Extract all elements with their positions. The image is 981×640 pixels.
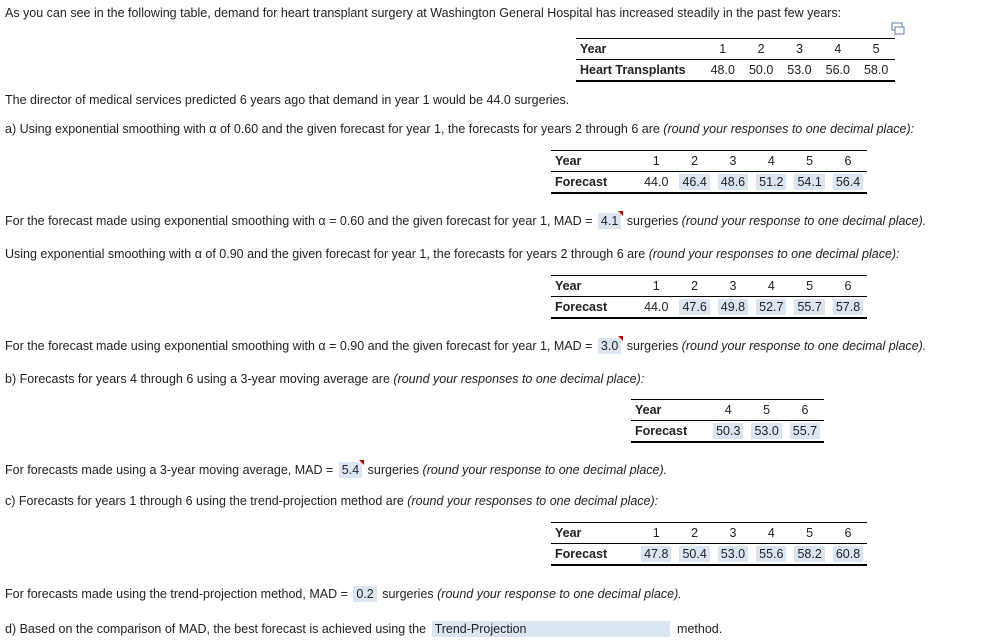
- part-a-question: [5, 122, 914, 136]
- mad-answer-input[interactable]: 5.4: [339, 462, 362, 478]
- table-header-year: Year: [551, 276, 637, 297]
- answer-input[interactable]: 52.7: [756, 299, 786, 315]
- answer-input[interactable]: 58.2: [794, 546, 824, 562]
- mad-answer-input[interactable]: 3.0: [598, 338, 621, 354]
- year-cell: 5: [872, 42, 880, 56]
- forecast-table-a090: [551, 275, 867, 319]
- forecast-cell: 44.0: [644, 175, 669, 189]
- table-header-forecast: Forecast: [551, 172, 637, 194]
- part-a2-hint: (round your responses to one decimal place):: [648, 247, 900, 261]
- year-cell: 6: [844, 279, 852, 293]
- year-cell: 2: [691, 154, 699, 168]
- mad-hint: (round your response to one decimal place).: [437, 587, 682, 601]
- answer-input[interactable]: 56.4: [833, 174, 863, 190]
- part-d-suffix: method.: [677, 622, 723, 636]
- year-cell: 3: [729, 279, 737, 293]
- copy-table-icon[interactable]: [891, 22, 905, 35]
- year-cell: 1: [652, 526, 660, 540]
- year-cell: 4: [767, 279, 775, 293]
- year-cell: 4: [767, 154, 775, 168]
- answer-input[interactable]: 47.6: [679, 299, 709, 315]
- year-cell: 4: [767, 526, 775, 540]
- table-header-forecast: Forecast: [631, 421, 709, 443]
- table-header-year: Year: [551, 151, 637, 172]
- part-a2-question: [5, 247, 900, 261]
- mad-a090-line: [5, 338, 926, 354]
- answer-input[interactable]: 55.7: [790, 423, 820, 439]
- part-d-line: [5, 621, 722, 637]
- mad-unit: surgeries: [367, 463, 423, 477]
- year-cell: 6: [844, 526, 852, 540]
- mad-label: For the forecast made using exponential smoothing with α = 0.90 and the given forecast for year 1, MAD =: [5, 339, 593, 353]
- answer-input[interactable]: 47.8: [641, 546, 671, 562]
- answer-input[interactable]: 50.4: [679, 546, 709, 562]
- answer-input[interactable]: 55.7: [794, 299, 824, 315]
- year-cell: 2: [757, 42, 765, 56]
- mad-unit: surgeries: [626, 214, 682, 228]
- year-cell: 4: [834, 42, 842, 56]
- year-cell: 5: [763, 403, 771, 417]
- part-c-question-text: c) Forecasts for years 1 through 6 using the trend-projection method are: [5, 494, 408, 508]
- mad-trend-line: [5, 586, 682, 602]
- answer-input[interactable]: 51.2: [756, 174, 786, 190]
- table-header-year: Year: [576, 39, 704, 60]
- part-a-hint: (round your responses to one decimal place):: [663, 122, 915, 136]
- answer-input[interactable]: 53.0: [718, 546, 748, 562]
- answer-input[interactable]: 57.8: [833, 299, 863, 315]
- mad-label: For forecasts made using a 3-year moving average, MAD =: [5, 463, 334, 477]
- year-cell: 6: [844, 154, 852, 168]
- year-cell: 2: [691, 279, 699, 293]
- value-cell: 48.0: [710, 63, 735, 77]
- part-c-hint: (round your responses to one decimal place):: [407, 494, 659, 508]
- answer-input[interactable]: 48.6: [718, 174, 748, 190]
- table-header-forecast: Forecast: [551, 544, 637, 566]
- year-cell: 2: [691, 526, 699, 540]
- answer-input[interactable]: 53.0: [751, 423, 781, 439]
- mad-unit: surgeries: [382, 587, 438, 601]
- value-cell: 53.0: [787, 63, 812, 77]
- mad-unit: surgeries: [626, 339, 682, 353]
- method-select[interactable]: Trend-Projection: [432, 621, 670, 637]
- intro-text: As you can see in the following table, demand for heart transplant surgery at Washington General Hospital has increased steadily in the past few years:: [5, 6, 842, 20]
- mad-hint: (round your response to one decimal place).: [681, 339, 927, 353]
- answer-input[interactable]: 55.6: [756, 546, 786, 562]
- part-b-hint: (round your responses to one decimal place):: [393, 372, 645, 386]
- mad-a060-line: [5, 213, 926, 229]
- answer-input[interactable]: 54.1: [794, 174, 824, 190]
- year-cell: 3: [795, 42, 803, 56]
- year-cell: 5: [806, 279, 814, 293]
- answer-input[interactable]: 50.3: [713, 423, 743, 439]
- mad-hint: (round your response to one decimal place).: [681, 214, 927, 228]
- year-cell: 1: [652, 154, 660, 168]
- year-cell: 1: [719, 42, 727, 56]
- mad-label: For forecasts made using the trend-projection method, MAD =: [5, 587, 348, 601]
- demand-table: [576, 38, 895, 82]
- director-text: The director of medical services predicted 6 years ago that demand in year 1 would be 44.0 surgeries.: [5, 93, 570, 107]
- table-header-forecast: Forecast: [551, 297, 637, 319]
- forecast-table-a060: [551, 150, 867, 194]
- year-cell: 5: [806, 526, 814, 540]
- value-cell: 50.0: [748, 63, 774, 77]
- year-cell: 3: [729, 154, 737, 168]
- mad-answer-input[interactable]: 0.2: [353, 586, 376, 602]
- year-cell: 1: [652, 279, 660, 293]
- year-cell: 3: [729, 526, 737, 540]
- part-c-question: [5, 494, 658, 508]
- table-header-year: Year: [631, 400, 709, 421]
- value-cell: 58.0: [863, 63, 889, 77]
- year-cell: 6: [801, 403, 809, 417]
- part-b-question: [5, 372, 644, 386]
- moving-average-table: [631, 399, 824, 443]
- answer-input[interactable]: 49.8: [718, 299, 748, 315]
- forecast-cell: 44.0: [644, 300, 669, 314]
- value-cell: 56.0: [825, 63, 850, 77]
- part-b-question-text: b) Forecasts for years 4 through 6 using a 3-year moving average are: [5, 372, 394, 386]
- mad-answer-input[interactable]: 4.1: [598, 213, 621, 229]
- year-cell: 5: [806, 154, 814, 168]
- mad-label: For the forecast made using exponential smoothing with α = 0.60 and the given forecast for year 1, MAD =: [5, 214, 593, 228]
- year-cell: 4: [724, 403, 732, 417]
- table-header-year: Year: [551, 523, 637, 544]
- answer-input[interactable]: 60.8: [833, 546, 863, 562]
- table-header-transplants: Heart Transplants: [576, 60, 704, 82]
- answer-input[interactable]: 46.4: [679, 174, 709, 190]
- mad-hint: (round your response to one decimal place).: [422, 463, 668, 477]
- part-a2-question-text: Using exponential smoothing with α of 0.90 and the given forecast for year 1, the forecasts for years 2 through 6 are: [5, 247, 649, 261]
- mad-ma-line: [5, 462, 667, 478]
- trend-projection-table: [551, 522, 867, 566]
- part-a-question-text: a) Using exponential smoothing with α of 0.60 and the given forecast for year 1, the forecasts for years 2 through 6 are: [5, 122, 664, 136]
- part-d-text: d) Based on the comparison of MAD, the best forecast is achieved using the: [5, 622, 427, 636]
